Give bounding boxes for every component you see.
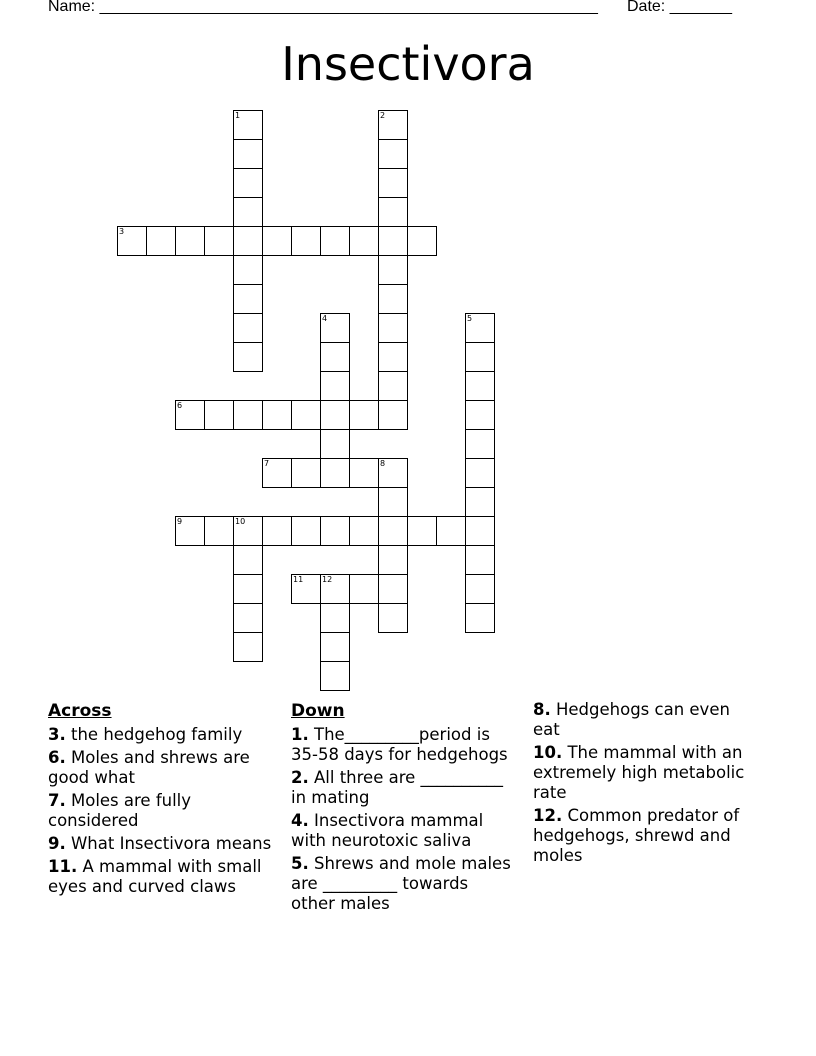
grid-cell[interactable] [465,458,495,488]
clue-item-text: Common predator of hedgehogs, shrewd and moles [533,806,740,865]
clue-item [533,806,753,866]
grid-cell[interactable] [378,574,408,604]
clue-item-number: 12. [533,806,563,825]
clue-item-text: the hedgehog family [65,725,243,744]
clue-item-text: Moles are fully considered [48,791,192,830]
clue-item-number: 6. [48,748,66,767]
grid-cell[interactable] [233,516,263,546]
grid-cell[interactable] [465,371,495,401]
grid-cell[interactable] [349,226,379,256]
grid-cell[interactable] [407,226,437,256]
clue-item-text: Hedgehogs can even eat [533,700,730,739]
grid-cell[interactable] [378,168,408,198]
name-field-label: Name: ________________________________________________________ [48,0,598,15]
down-clues [291,700,511,917]
grid-cell[interactable] [378,603,408,633]
grid-cell[interactable] [233,255,263,285]
clue-number: 2 [380,111,386,120]
grid-cell[interactable] [465,342,495,372]
grid-cell[interactable] [465,603,495,633]
grid-cell[interactable] [175,516,205,546]
grid-cell[interactable] [320,516,350,546]
grid-cell[interactable] [378,226,408,256]
clue-item-number: 9. [48,834,66,853]
clue-number: 12 [322,575,333,584]
grid-cell[interactable] [204,516,234,546]
grid-cell[interactable] [291,574,321,604]
grid-cell[interactable] [465,545,495,575]
grid-cell[interactable] [233,545,263,575]
grid-cell[interactable] [262,400,292,430]
grid-cell[interactable] [320,661,350,691]
clue-item [48,834,278,854]
grid-cell[interactable] [349,400,379,430]
grid-cell[interactable] [175,400,205,430]
clue-number: 6 [177,401,183,410]
clue-item-number: 2. [291,768,309,787]
grid-cell[interactable] [378,342,408,372]
grid-cell[interactable] [204,226,234,256]
grid-cell[interactable] [436,516,466,546]
grid-cell[interactable] [233,632,263,662]
grid-cell[interactable] [465,429,495,459]
grid-cell[interactable] [378,545,408,575]
clue-item-number: 11. [48,857,78,876]
clue-item [48,791,278,831]
grid-cell[interactable] [233,110,263,140]
down-clues-continued [533,700,753,869]
clue-item-number: 1. [291,725,309,744]
clue-item-number: 10. [533,743,563,762]
grid-cell[interactable] [378,284,408,314]
across-heading: Across [48,701,112,721]
grid-cell[interactable] [378,371,408,401]
clue-item-text: Shrews and mole males are _________ towards other males [291,854,511,913]
grid-cell[interactable] [320,603,350,633]
grid-cell[interactable] [378,516,408,546]
clue-number: 7 [264,459,270,468]
grid-cell[interactable] [262,516,292,546]
grid-cell[interactable] [146,226,176,256]
grid-cell[interactable] [465,516,495,546]
clue-item-number: 3. [48,725,66,744]
clue-number: 8 [380,459,386,468]
grid-cell[interactable] [407,516,437,546]
clue-item [533,700,753,740]
clue-item-text: Moles and shrews are good what [48,748,250,787]
grid-cell[interactable] [204,400,234,430]
clue-item-number: 7. [48,791,66,810]
grid-cell[interactable] [320,313,350,343]
grid-cell[interactable] [233,400,263,430]
grid-cell[interactable] [465,487,495,517]
clue-number: 11 [293,575,304,584]
grid-cell[interactable] [320,342,350,372]
grid-cell[interactable] [320,371,350,401]
grid-cell[interactable] [262,458,292,488]
grid-cell[interactable] [465,574,495,604]
grid-cell[interactable] [465,400,495,430]
grid-cell[interactable] [233,342,263,372]
grid-cell[interactable] [465,313,495,343]
clue-item [291,725,511,765]
down-heading: Down [291,701,345,721]
clue-item [48,857,278,897]
grid-cell[interactable] [320,574,350,604]
page-title: Insectivora [281,37,535,91]
grid-cell[interactable] [378,110,408,140]
clue-item [48,725,278,745]
clue-number: 4 [322,314,328,323]
grid-cell[interactable] [262,226,292,256]
grid-cell[interactable] [320,632,350,662]
grid-cell[interactable] [233,168,263,198]
grid-cell[interactable] [117,226,147,256]
grid-cell[interactable] [378,313,408,343]
clue-item [533,743,753,803]
grid-cell[interactable] [349,458,379,488]
grid-cell[interactable] [378,197,408,227]
grid-cell[interactable] [291,516,321,546]
grid-cell[interactable] [378,400,408,430]
clue-number: 5 [467,314,473,323]
grid-cell[interactable] [378,255,408,285]
clue-item-text: The mammal with an extremely high metabolic rate [533,743,745,802]
clue-number: 3 [119,227,125,236]
clue-item-text: Insectivora mammal with neurotoxic saliva [291,811,484,850]
grid-cell[interactable] [349,516,379,546]
clue-item-text: All three are __________ in mating [291,768,504,807]
grid-cell[interactable] [349,574,379,604]
grid-cell[interactable] [320,458,350,488]
clue-number: 9 [177,517,183,526]
clue-item-number: 4. [291,811,309,830]
grid-cell[interactable] [291,458,321,488]
grid-cell[interactable] [378,139,408,169]
grid-cell[interactable] [233,313,263,343]
grid-cell[interactable] [233,574,263,604]
clue-item-number: 5. [291,854,309,873]
across-clues [48,700,278,900]
grid-cell[interactable] [378,458,408,488]
grid-cell[interactable] [233,226,263,256]
grid-cell[interactable] [233,139,263,169]
clue-item [291,811,511,851]
clue-item-text: A mammal with small eyes and curved claws [48,857,262,896]
grid-cell[interactable] [233,284,263,314]
clue-item [291,768,511,808]
clue-item-text: What Insectivora means [65,834,272,853]
clue-number: 1 [235,111,241,120]
grid-cell[interactable] [320,429,350,459]
grid-cell[interactable] [233,197,263,227]
grid-cell[interactable] [378,487,408,517]
grid-cell[interactable] [320,400,350,430]
clue-item [291,854,511,914]
grid-cell[interactable] [320,226,350,256]
clue-item [48,748,278,788]
grid-cell[interactable] [175,226,205,256]
clue-item-text: The_________period is 35-58 days for hedgehogs [291,725,508,764]
clue-number: 10 [235,517,246,526]
grid-cell[interactable] [291,226,321,256]
clue-item-number: 8. [533,700,551,719]
grid-cell[interactable] [233,603,263,633]
grid-cell[interactable] [291,400,321,430]
date-field-label: Date: _______ [627,0,732,15]
